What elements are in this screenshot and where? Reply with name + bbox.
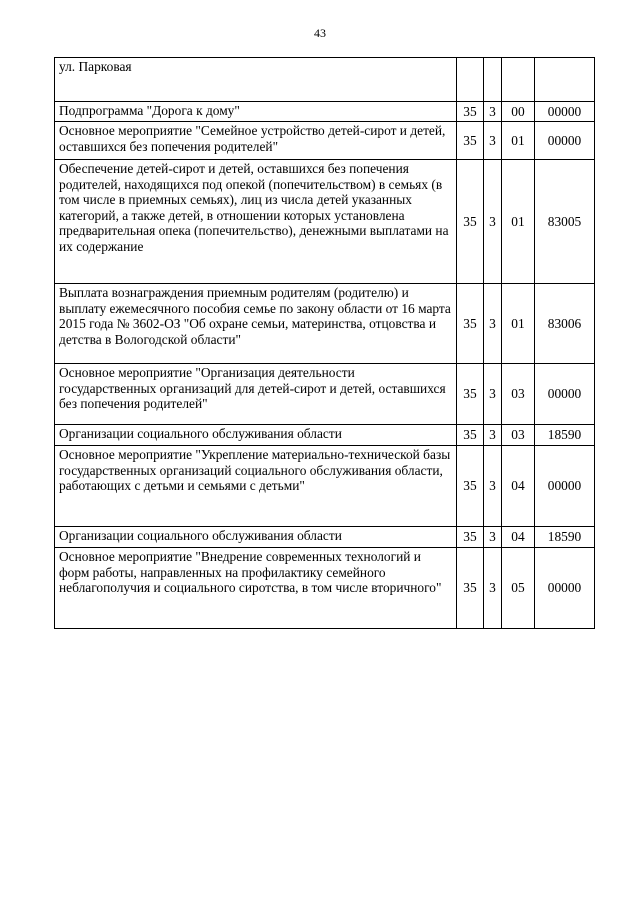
row-description: ул. Парковая: [55, 58, 457, 102]
row-description: Основное мероприятие "Укрепление материально-технической базы государственных организаций социального обслуживания области, работающих с детьми и семьями с детьми": [55, 446, 457, 527]
code-activity: 01: [502, 160, 535, 284]
row-description: Выплата вознаграждения приемным родителям (родителю) и выплату ежемесячного пособия семье по закону области от 16 марта 2015 года № 3602-ОЗ "Об охране семьи, материнства, отцовства и детства в Вологодской области": [55, 284, 457, 364]
code-direction: 00000: [535, 102, 595, 122]
code-program: 35: [457, 527, 484, 548]
code-activity: 03: [502, 364, 535, 425]
code-subprogram: 3: [484, 102, 502, 122]
code-direction: 00000: [535, 548, 595, 629]
code-direction: 18590: [535, 425, 595, 446]
budget-classification-table: [54, 57, 595, 629]
code-activity: 01: [502, 284, 535, 364]
table-row: [55, 122, 595, 160]
row-description: Организации социального обслуживания области: [55, 527, 457, 548]
code-subprogram: 3: [484, 364, 502, 425]
page-number: 43: [314, 26, 326, 40]
code-activity: 00: [502, 102, 535, 122]
code-program: 35: [457, 102, 484, 122]
row-description: Организации социального обслуживания области: [55, 425, 457, 446]
code-program: [457, 58, 484, 102]
code-direction: 83005: [535, 160, 595, 284]
row-description: Подпрограмма "Дорога к дому": [55, 102, 457, 122]
code-activity: 05: [502, 548, 535, 629]
code-program: 35: [457, 122, 484, 160]
table-row: [55, 425, 595, 446]
code-subprogram: 3: [484, 284, 502, 364]
code-subprogram: 3: [484, 446, 502, 527]
code-direction: [535, 58, 595, 102]
row-description: Основное мероприятие "Семейное устройство детей-сирот и детей, оставшихся без попечения родителей": [55, 122, 457, 160]
table-row: [55, 160, 595, 284]
code-direction: 83006: [535, 284, 595, 364]
code-direction: 00000: [535, 364, 595, 425]
table-row: [55, 58, 595, 102]
code-program: 35: [457, 425, 484, 446]
code-program: 35: [457, 446, 484, 527]
row-description: Основное мероприятие "Организация деятельности государственных организаций для детей-сирот и детей, оставшихся без попечения родителей": [55, 364, 457, 425]
table-row: [55, 102, 595, 122]
table-row: [55, 446, 595, 527]
code-activity: [502, 58, 535, 102]
code-activity: 01: [502, 122, 535, 160]
code-activity: 04: [502, 446, 535, 527]
code-direction: 18590: [535, 527, 595, 548]
code-direction: 00000: [535, 122, 595, 160]
code-subprogram: 3: [484, 122, 502, 160]
code-direction: 00000: [535, 446, 595, 527]
code-program: 35: [457, 160, 484, 284]
code-subprogram: 3: [484, 548, 502, 629]
code-subprogram: 3: [484, 425, 502, 446]
table-row: [55, 364, 595, 425]
code-program: 35: [457, 284, 484, 364]
code-subprogram: [484, 58, 502, 102]
row-description: Основное мероприятие "Внедрение современных технологий и форм работы, направленных на профилактику семейного неблагополучия и социального сиротства, в том числе вторичного": [55, 548, 457, 629]
table-row: [55, 548, 595, 629]
code-program: 35: [457, 364, 484, 425]
code-activity: 03: [502, 425, 535, 446]
code-subprogram: 3: [484, 527, 502, 548]
code-activity: 04: [502, 527, 535, 548]
table-row: [55, 284, 595, 364]
code-subprogram: 3: [484, 160, 502, 284]
table-row: [55, 527, 595, 548]
code-program: 35: [457, 548, 484, 629]
row-description: Обеспечение детей-сирот и детей, оставшихся без попечения родителей, находящихся под опекой (попечительством) в семьях (в том числе в приемных семьях), лиц из числа детей указанных категорий, а также детей, в отношении которых установлена предварительная опека (попечительство), денежными выплатами на их содержание: [55, 160, 457, 284]
